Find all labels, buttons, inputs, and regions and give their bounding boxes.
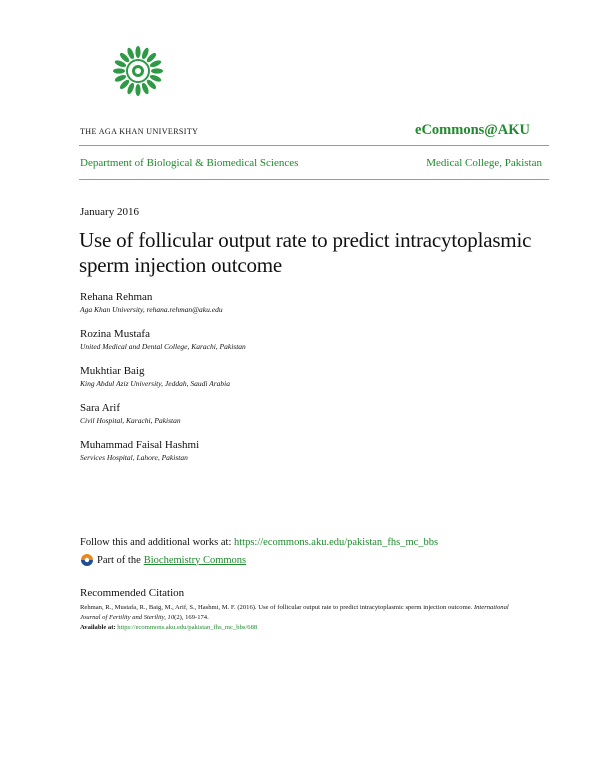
available-at-label: Available at:	[80, 624, 118, 631]
collection-url-link[interactable]: https://ecommons.aku.edu/pakistan_fhs_mc_bbs	[234, 537, 439, 548]
part-of-text: Part of the	[97, 554, 141, 566]
citation-issue: (2), 169-174.	[174, 614, 209, 621]
network-commons-icon	[80, 553, 94, 567]
aku-logo	[80, 45, 199, 140]
institution-name: THE AGA KHAN UNIVERSITY	[80, 127, 199, 136]
author-affiliation: King Abdul Aziz University, Jeddah, Saudi Arabia	[80, 379, 230, 388]
ecommons-brand-link[interactable]: eCommons@AKU	[415, 122, 530, 138]
author-name: Rehana Rehman	[80, 291, 153, 303]
author-affiliation: United Medical and Dental College, Karachi, Pakistan	[80, 342, 246, 351]
citation-text: Rehman, R., Mustafa, R., Baig, M., Arif, S., Hashmi, M. F. (2016). Use of follicular output rate to predict intracytoplasmic sperm injection outcome.	[80, 604, 474, 611]
author-affiliation: Civil Hospital, Karachi, Pakistan	[80, 416, 181, 425]
author-block	[80, 401, 181, 427]
part-of-line	[80, 553, 246, 567]
author-name: Muhammad Faisal Hashmi	[80, 439, 200, 451]
author-block	[80, 327, 246, 353]
article-title: Use of follicular output rate to predict intracytoplasmic sperm injection outcome	[79, 228, 532, 277]
department-link[interactable]: Department of Biological & Biomedical Sciences	[80, 157, 299, 169]
header-divider-top	[79, 145, 549, 146]
author-block	[80, 290, 223, 316]
author-block	[80, 364, 230, 390]
author-name: Rozina Mustafa	[80, 328, 150, 340]
follow-line	[80, 537, 438, 548]
publication-date: January 2016	[80, 206, 139, 218]
author-affiliation: Aga Khan University, rehana.rehman@aku.edu	[80, 305, 223, 314]
follow-text: Follow this and additional works at:	[80, 537, 234, 548]
article-url-link[interactable]: https://ecommons.aku.edu/pakistan_fhs_mc_bbs/688	[117, 624, 258, 631]
college-link[interactable]: Medical College, Pakistan	[426, 157, 542, 169]
author-name: Mukhtiar Baig	[80, 365, 145, 377]
citation-journal: International Journal of Fertility and Sterility, 10	[80, 604, 509, 621]
citation-text-block	[80, 603, 520, 633]
aku-emblem-icon	[112, 45, 164, 97]
biochemistry-commons-link[interactable]: Biochemistry Commons	[143, 554, 247, 566]
recommended-citation-heading: Recommended Citation	[80, 587, 185, 599]
author-block	[80, 438, 199, 464]
author-name: Sara Arif	[80, 402, 121, 414]
author-affiliation: Services Hospital, Lahore, Pakistan	[80, 453, 188, 462]
header-divider-bottom	[79, 179, 549, 180]
